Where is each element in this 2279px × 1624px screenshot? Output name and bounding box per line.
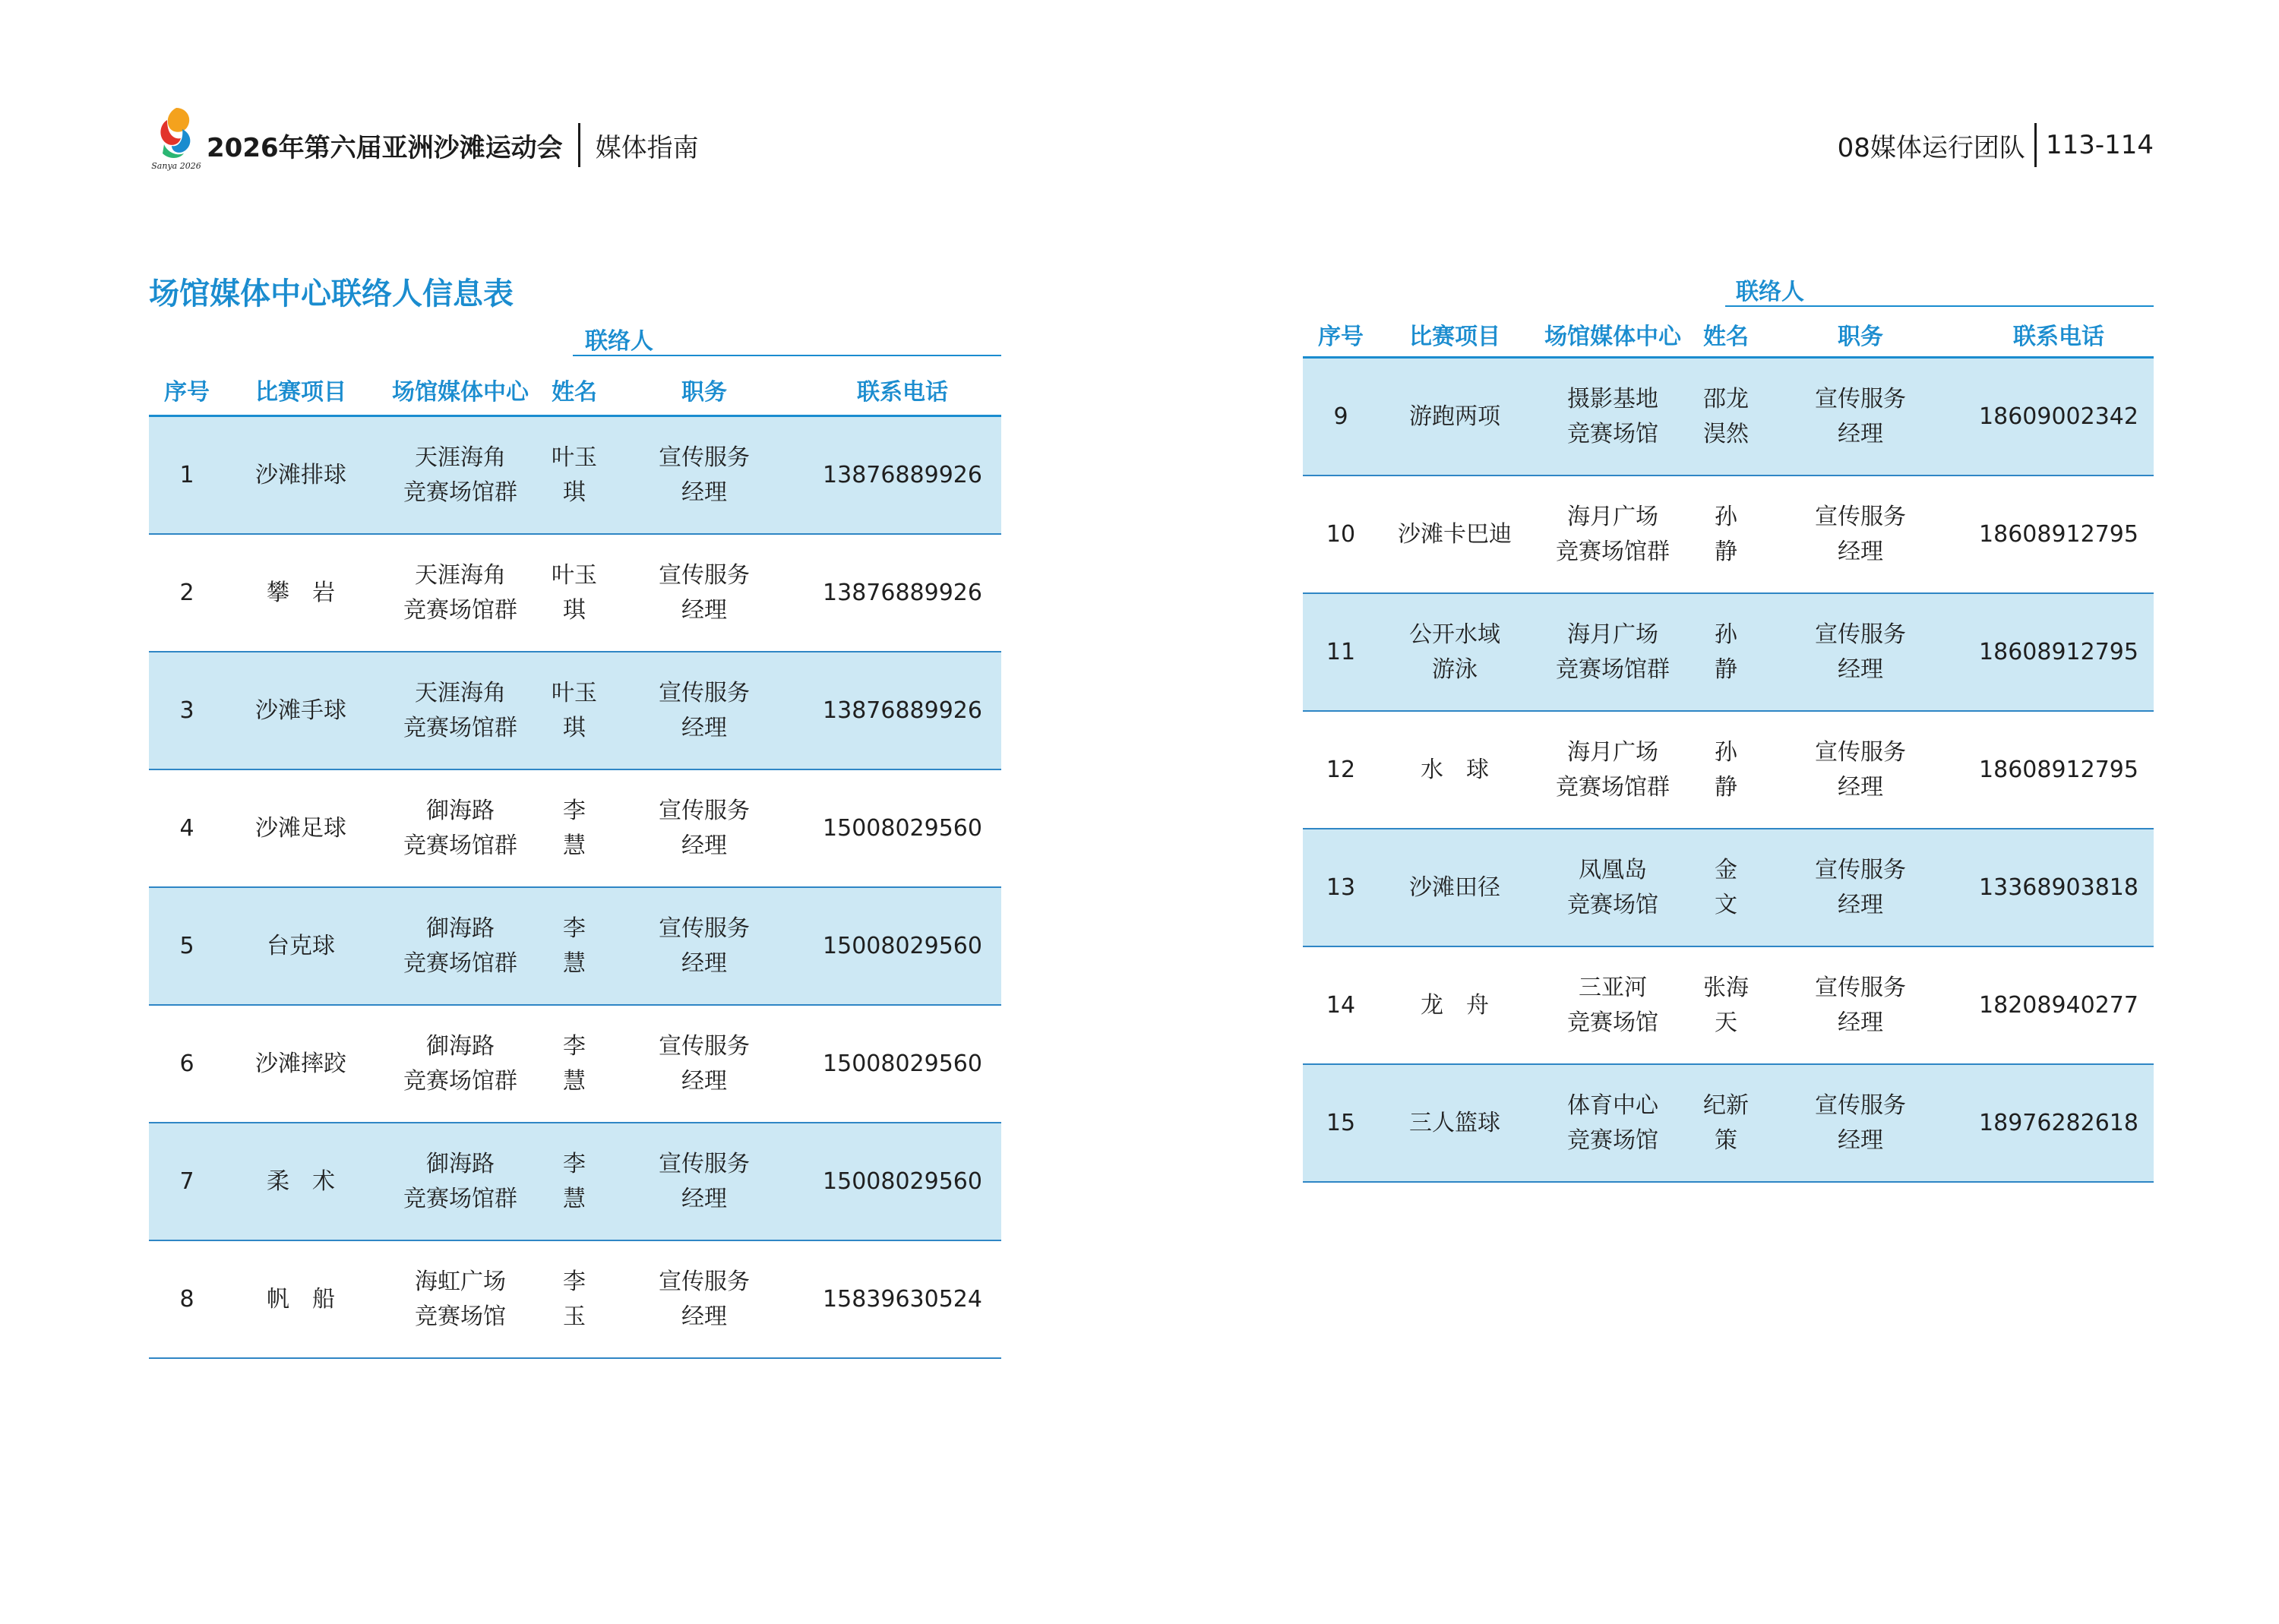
cell-venue: 海月广场 竞赛场馆群 (1556, 621, 1670, 683)
cell-venue: 御海路 竞赛场馆群 (403, 1032, 517, 1095)
cell-name: 李 慧 (563, 1032, 608, 1095)
guide-title: 媒体指南 (595, 132, 699, 163)
cell-role: 宣传服务 经理 (1815, 385, 1906, 447)
contact-group-label: 联络人 (1736, 279, 1804, 305)
cell-role: 宣传服务 经理 (659, 1032, 750, 1095)
cell-sport: 公开水域 游泳 (1409, 621, 1500, 683)
cell-phone: 13368903818 (1979, 874, 2138, 901)
cell-sport: 柔 术 (267, 1167, 335, 1195)
col-header-sport: 比赛项目 (255, 379, 346, 406)
cell-role: 宣传服务 经理 (1815, 738, 1906, 801)
cell-name: 李 玉 (563, 1268, 608, 1330)
cell-venue: 海月广场 竞赛场馆群 (1556, 738, 1670, 801)
cell-venue: 海虹广场 竞赛场馆 (415, 1268, 506, 1330)
cell-no: 5 (179, 932, 194, 959)
section-label: 08媒体运行团队 (1837, 132, 2025, 163)
cell-phone: 18208940277 (1979, 991, 2138, 1019)
cell-name: 金 文 (1715, 856, 1760, 918)
table-row (1303, 1065, 2154, 1183)
cell-sport: 沙滩手球 (255, 697, 346, 724)
cell-no: 14 (1326, 991, 1356, 1019)
table-row (149, 417, 1001, 535)
cell-venue: 凤凰岛 竞赛场馆 (1567, 856, 1658, 918)
cell-name: 张海天 (1703, 974, 1749, 1036)
table-row (1303, 359, 2154, 476)
cell-phone: 13876889926 (823, 461, 982, 488)
cell-no: 10 (1326, 520, 1356, 548)
cell-name: 邵龙淏然 (1703, 385, 1749, 447)
cell-sport: 沙滩田径 (1409, 874, 1500, 901)
cell-no: 7 (179, 1167, 194, 1195)
cell-venue: 海月广场 竞赛场馆群 (1556, 503, 1670, 565)
col-header-name: 姓名 (552, 379, 597, 406)
cell-no: 2 (179, 579, 194, 606)
cell-role: 宣传服务 经理 (659, 797, 750, 859)
cell-role: 宣传服务 经理 (1815, 1092, 1906, 1154)
cell-no: 1 (179, 461, 194, 488)
cell-no: 13 (1326, 874, 1356, 901)
cell-phone: 15008029560 (823, 814, 982, 842)
table-row (149, 1123, 1001, 1241)
cell-venue: 天涯海角 竞赛场馆群 (403, 561, 517, 624)
cell-sport: 攀 岩 (267, 579, 335, 606)
cell-name: 孙 静 (1715, 503, 1760, 565)
table-title: 场馆媒体中心联络人信息表 (149, 276, 514, 311)
header-divider (578, 123, 580, 167)
table-row (149, 770, 1001, 888)
cell-role: 宣传服务 经理 (1815, 856, 1906, 918)
table-row (149, 535, 1001, 652)
col-header-sport: 比赛项目 (1409, 324, 1500, 350)
contact-group-label: 联络人 (585, 328, 653, 355)
cell-phone: 18608912795 (1979, 638, 2138, 665)
cell-no: 4 (179, 814, 194, 842)
cell-phone: 15839630524 (823, 1285, 982, 1313)
cell-sport: 水 球 (1421, 756, 1489, 783)
table-row (149, 1006, 1001, 1123)
cell-venue: 御海路 竞赛场馆群 (403, 1150, 517, 1212)
cell-name: 李 慧 (563, 797, 608, 859)
cell-phone: 18608912795 (1979, 756, 2138, 783)
col-header-phone: 联系电话 (2013, 324, 2104, 350)
cell-sport: 龙 舟 (1421, 991, 1489, 1019)
col-header-venue: 场馆媒体中心 (392, 379, 529, 406)
cell-venue: 天涯海角 竞赛场馆群 (403, 679, 517, 741)
games-logo (149, 103, 204, 173)
table-body (149, 417, 1001, 1359)
cell-no: 8 (179, 1285, 194, 1313)
cell-sport: 三人篮球 (1409, 1109, 1500, 1136)
table-header (149, 365, 1001, 417)
header-divider-right (2034, 123, 2037, 167)
cell-role: 宣传服务 经理 (659, 561, 750, 624)
cell-no: 9 (1333, 403, 1348, 430)
cell-name: 孙 静 (1715, 738, 1760, 801)
cell-role: 宣传服务 经理 (1815, 621, 1906, 683)
table-header (1303, 312, 2154, 359)
event-title: 2026年第六届亚洲沙滩运动会 (207, 132, 563, 163)
col-header-role: 职务 (681, 379, 727, 406)
col-header-name: 姓名 (1703, 324, 1749, 350)
cell-name: 李 慧 (563, 915, 608, 977)
cell-venue: 三亚河 竞赛场馆 (1567, 974, 1658, 1036)
cell-sport: 沙滩摔跤 (255, 1050, 346, 1077)
cell-sport: 沙滩卡巴迪 (1398, 520, 1512, 548)
cell-no: 3 (179, 697, 194, 724)
cell-name: 叶玉琪 (552, 561, 597, 624)
cell-role: 宣传服务 经理 (659, 679, 750, 741)
cell-venue: 天涯海角 竞赛场馆群 (403, 444, 517, 506)
cell-no: 11 (1326, 638, 1356, 665)
cell-role: 宣传服务 经理 (1815, 974, 1906, 1036)
cell-venue: 摄影基地 竞赛场馆 (1567, 385, 1658, 447)
cell-sport: 帆 船 (267, 1285, 335, 1313)
header-left (207, 125, 699, 166)
cell-role: 宣传服务 经理 (1815, 503, 1906, 565)
cell-phone: 18608912795 (1979, 520, 2138, 548)
cell-name: 孙 静 (1715, 621, 1760, 683)
contact-group-line (573, 355, 1001, 356)
table-row (1303, 947, 2154, 1065)
col-header-no: 序号 (164, 379, 210, 406)
table-row (1303, 594, 2154, 712)
col-header-phone: 联系电话 (857, 379, 948, 406)
cell-name: 李 慧 (563, 1150, 608, 1212)
cell-no: 12 (1326, 756, 1356, 783)
table-row (1303, 712, 2154, 829)
cell-role: 宣传服务 经理 (659, 444, 750, 506)
table-row (149, 888, 1001, 1006)
cell-no: 6 (179, 1050, 194, 1077)
svg-text:Sanya 2026: Sanya 2026 (151, 161, 201, 171)
table-row (149, 1241, 1001, 1359)
header-right (1838, 125, 2154, 166)
cell-phone: 18976282618 (1979, 1109, 2138, 1136)
cell-venue: 体育中心 竞赛场馆 (1567, 1092, 1658, 1154)
col-header-role: 职务 (1838, 324, 1883, 350)
cell-phone: 18609002342 (1979, 403, 2138, 430)
table-row (149, 652, 1001, 770)
col-header-venue: 场馆媒体中心 (1544, 324, 1681, 350)
cell-sport: 游跑两项 (1409, 403, 1500, 430)
cell-phone: 15008029560 (823, 1167, 982, 1195)
cell-phone: 13876889926 (823, 579, 982, 606)
cell-role: 宣传服务 经理 (659, 1268, 750, 1330)
cell-sport: 沙滩足球 (255, 814, 346, 842)
cell-phone: 13876889926 (823, 697, 982, 724)
cell-name: 叶玉琪 (552, 444, 597, 506)
cell-venue: 御海路 竞赛场馆群 (403, 915, 517, 977)
cell-name: 叶玉琪 (552, 679, 597, 741)
cell-name: 纪新策 (1703, 1092, 1749, 1154)
cell-sport: 沙滩排球 (255, 461, 346, 488)
cell-no: 15 (1326, 1109, 1356, 1136)
table-row (1303, 476, 2154, 594)
page-range: 113-114 (2045, 130, 2154, 160)
contact-group-line (1725, 305, 2154, 307)
cell-phone: 15008029560 (823, 1050, 982, 1077)
cell-venue: 御海路 竞赛场馆群 (403, 797, 517, 859)
col-header-no: 序号 (1318, 324, 1364, 350)
cell-role: 宣传服务 经理 (659, 1150, 750, 1212)
cell-role: 宣传服务 经理 (659, 915, 750, 977)
cell-sport: 台克球 (267, 932, 335, 959)
cell-phone: 15008029560 (823, 932, 982, 959)
table-body (1303, 359, 2154, 1183)
table-row (1303, 829, 2154, 947)
